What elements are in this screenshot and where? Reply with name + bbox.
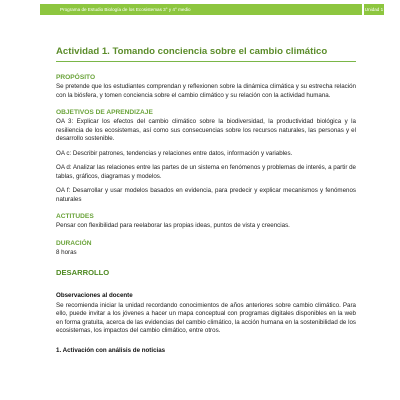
document-body [56, 46, 356, 355]
desarrollo-label: DESARROLLO [56, 268, 110, 277]
objetivo-item-oa3: OA 3: Explicar los efectos del cambio climático sobre la biodiversidad, la productividad biológica y la resiliencia de los ecosistemas, así como sus consecuencias sobre los recursos naturales, las personas y el desarrollo sostenible. [56, 118, 356, 142]
section-1-title: 1. Activación con análisis de noticias [56, 346, 166, 354]
objetivo-item-oac: OA c: Describir patrones, tendencias y relaciones entre datos, información y variables. [56, 149, 293, 157]
title-divider [56, 61, 356, 62]
actitudes-text: Pensar con flexibilidad para reelaborar las propias ideas, puntos de vista y creencias. [56, 222, 290, 229]
unit-label: Unidad 1 [364, 4, 384, 15]
objetivo-item-oad: OA d: Analizar las relaciones entre las partes de un sistema en fenómenos y problemas de interés, a partir de tablas, gráficos, diagramas y modelos. [56, 164, 356, 180]
duracion-label: DURACIÓN [56, 239, 92, 247]
activity-title: Actividad 1. Tomando conciencia sobre el cambio climático [56, 46, 328, 57]
observaciones-title: Observaciones al docente [56, 292, 133, 299]
observaciones-text: Se recomienda iniciar la unidad recordando conocimientos de años anteriores sobre cambio climático. Para ello, puede invitar a los jóvenes a hacer un mapa conceptual con programas digitales disponibles en la web en forma gratuita, acerca de las evidencias del cambio climático, la acción humana en la sostenibilidad de los ecosistemas, los impactos del cambio climático, entre otros. [56, 301, 356, 334]
proposito-text: Se pretende que los estudiantes comprendan y reflexionen sobre la dinámica climática y su estrecha relación con la biósfera, y tomen conciencia sobre el cambio climático y su relación con la actividad humana. [56, 83, 356, 99]
objetivos-label: OBJETIVOS DE APRENDIZAJE [56, 109, 153, 116]
page-header [0, 0, 400, 28]
objetivo-item-oaf: OA f: Desarrollar y usar modelos basados en evidencia, para predecir y explicar mecanismos y fenómenos naturales [56, 187, 356, 203]
duracion-text: 8 horas [56, 248, 77, 256]
program-title: Programa de Estudio Biología de los Ecosistemas 3° y 4° medio [60, 7, 191, 12]
actitudes-label: ACTITUDES [56, 213, 94, 220]
proposito-label: PROPÓSITO [56, 74, 96, 81]
